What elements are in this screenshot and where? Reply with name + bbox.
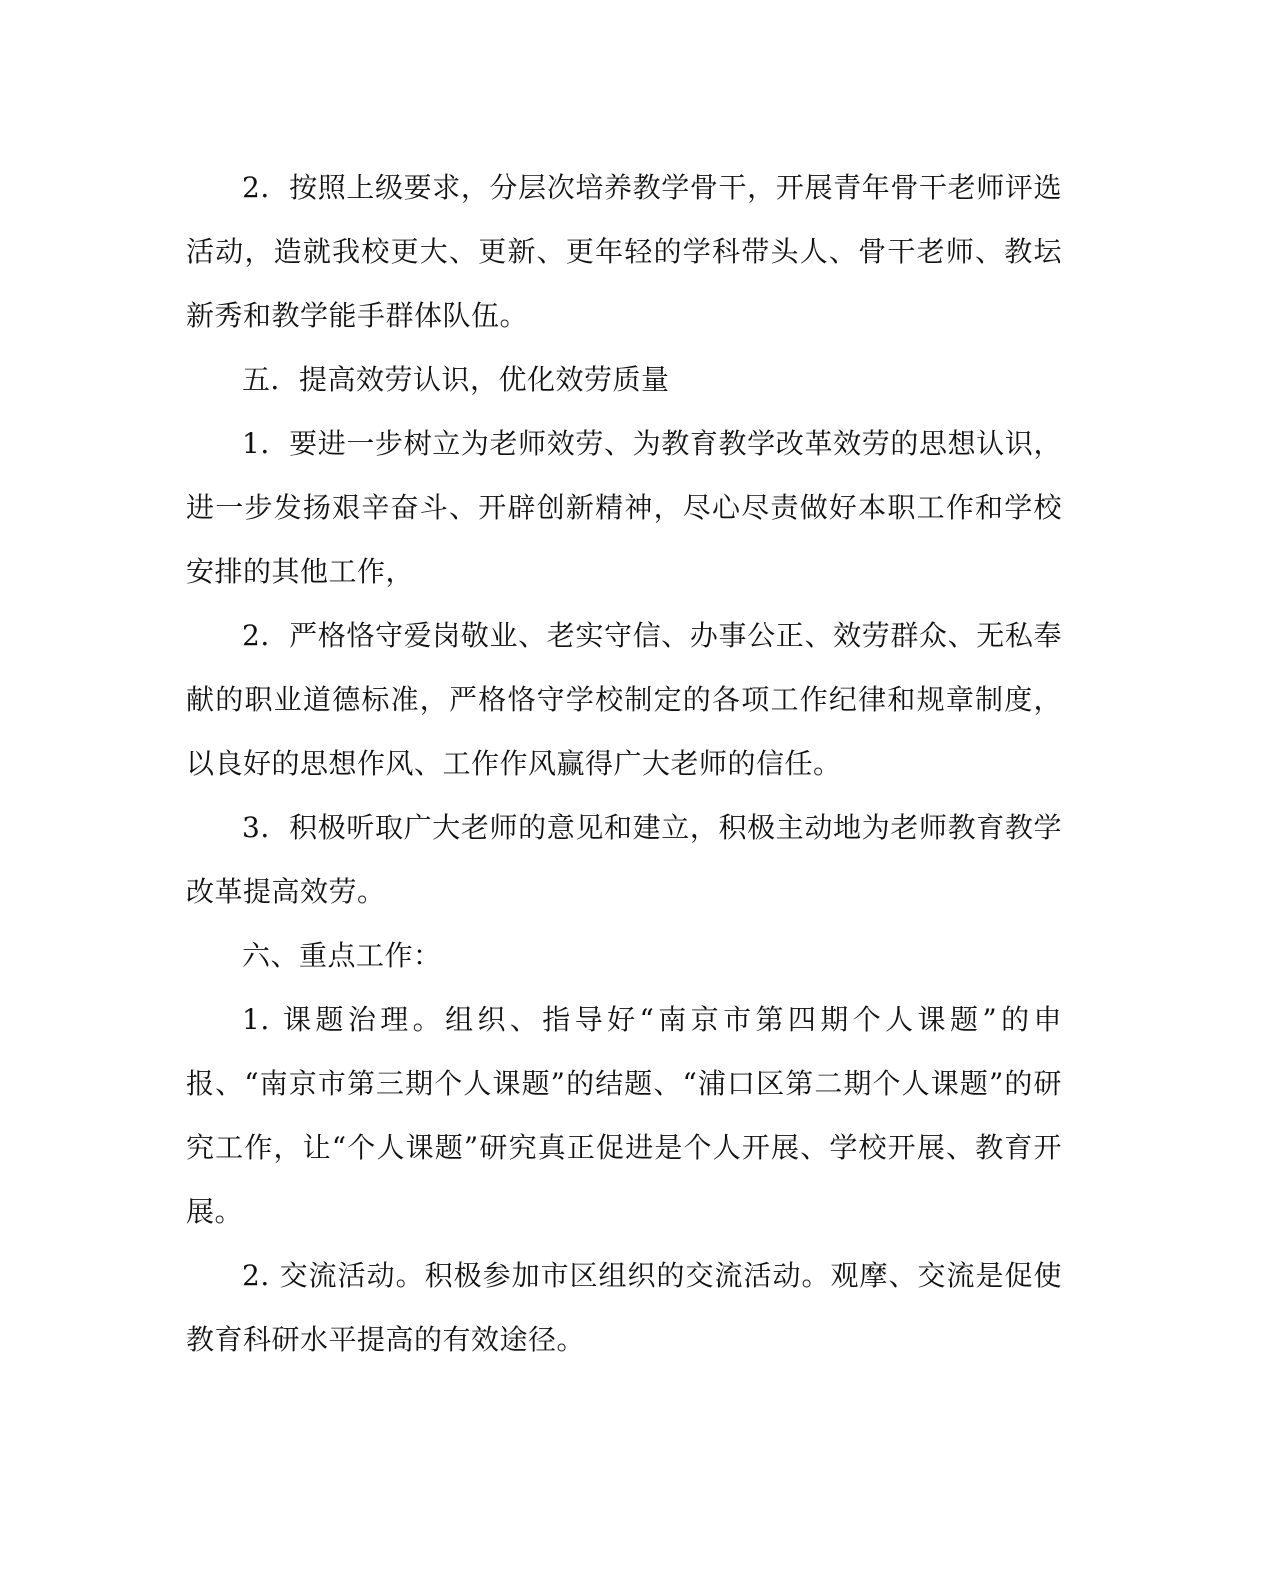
paragraph-professional-ethics: 2．严格恪守爱岗敬业、老实守信、办事公正、效劳群众、无私奉献的职业道德标准，严格恪守学校制定的各项工作纪律和规章制度，以良好的思想作风、工作作风赢得广大老师的信任。 <box>186 619 1062 780</box>
document-body <box>186 156 1062 1372</box>
section-heading-service: 五．提高效劳认识，优化效劳质量 <box>242 363 670 396</box>
paragraph-service-awareness: 1．要进一步树立为老师效劳、为教育教学改革效劳的思想认识，进一步发扬艰辛奋斗、开辟创新精神，尽心尽责做好本职工作和学校安排的其他工作， <box>186 427 1062 588</box>
paragraph-listen-opinions: 3．积极听取广大老师的意见和建立，积极主动地为老师教育教学改革提高效劳。 <box>186 811 1062 908</box>
paragraph-project-management: 1. 课题治理。组织、指导好“南京市第四期个人课题”的申报、“南京市第三期个人课题”的结题、“浦口区第二期个人课题”的研究工作，让“个人课题”研究真正促进是个人开展、学校开展、教育开展。 <box>186 1003 1062 1228</box>
paragraph-exchange-activities: 2. 交流活动。积极参加市区组织的交流活动。观摩、交流是促使教育科研水平提高的有效途径。 <box>186 1259 1062 1356</box>
paragraph-training-backbone: 2．按照上级要求，分层次培养教学骨干，开展青年骨干老师评选活动，造就我校更大、更新、更年轻的学科带头人、骨干老师、教坛新秀和教学能手群体队伍。 <box>186 171 1062 332</box>
section-heading-key-work: 六、重点工作： <box>242 939 442 972</box>
